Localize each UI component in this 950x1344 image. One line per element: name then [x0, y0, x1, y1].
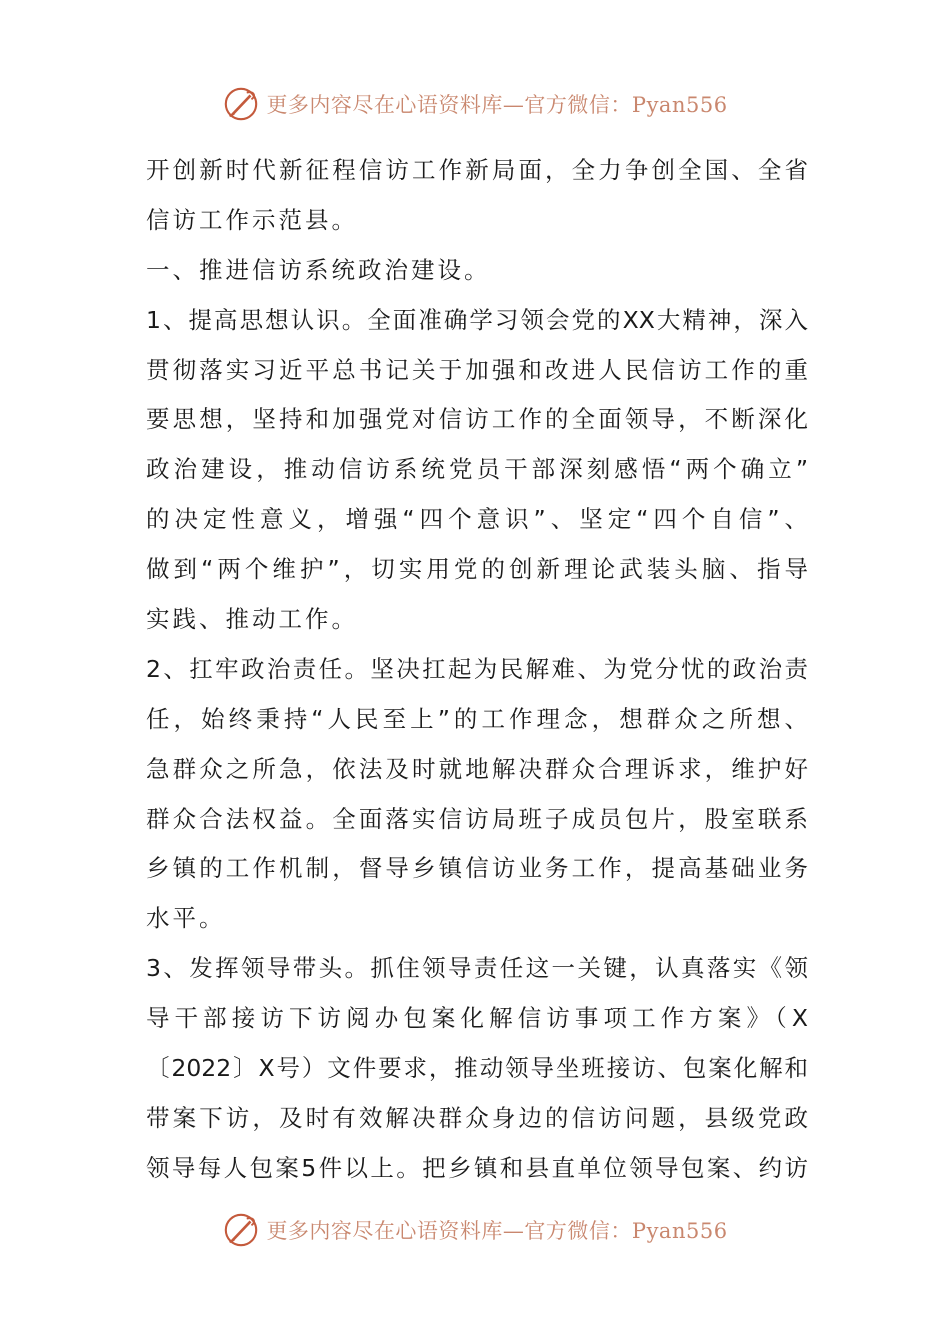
text-line: 3、发挥领导带头。抓住领导责任这一关键，认真落实《领 [146, 954, 808, 983]
text-line: 实践、推动工作。 [146, 605, 358, 634]
text-line: 做到“两个维护”，切实用党的创新理论武装头脑、指导 [146, 555, 808, 584]
text-line: 2、扛牢政治责任。坚决扛起为民解难、为党分忧的政治责 [146, 654, 808, 683]
text-line: 群众合法权益。全面落实信访局班子成员包片，股室联系 [146, 804, 808, 833]
text-line: 开创新时代新征程信访工作新局面，全力争创全国、全省 [146, 156, 808, 184]
quill-pen-icon [222, 85, 260, 123]
text-line: 急群众之所急，依法及时就地解决群众合理诉求，维护好 [146, 754, 808, 783]
text-line: 领导每人包案5件以上。把乡镇和县直单位领导包案、约访 [146, 1153, 808, 1182]
text-line: 要思想，坚持和加强党对信访工作的全面领导，不断深化 [146, 405, 808, 434]
section-heading: 一、推进信访系统政治建设。 [146, 255, 491, 284]
text-line: 乡镇的工作机制，督导乡镇信访业务工作，提高基础业务 [146, 854, 808, 883]
text-line: 贯彻落实习近平总书记关于加强和改进人民信访工作的重 [146, 355, 808, 384]
document-body [146, 146, 808, 1194]
footer-watermark [0, 1210, 950, 1250]
text-line: 1、提高思想认识。全面准确学习领会党的XX大精神，深入 [146, 305, 808, 334]
text-line: 水平。 [146, 904, 226, 933]
text-line: 信访工作示范县。 [146, 205, 358, 234]
text-line: 任，始终秉持“人民至上”的工作理念，想群众之所想、 [146, 704, 808, 733]
header-watermark [0, 84, 950, 124]
text-line: 的决定性意义，增强“四个意识”、坚定“四个自信”、 [146, 505, 808, 534]
text-line: 〔2022〕X号）文件要求，推动领导坐班接访、包案化解和 [146, 1054, 808, 1083]
text-line: 导干部接访下访阅办包案化解信访事项工作方案》（X [146, 1004, 808, 1033]
quill-pen-icon [222, 1211, 260, 1249]
watermark-text: 更多内容尽在心语资料库—官方微信：Pyan556 [266, 93, 728, 117]
text-line: 带案下访，及时有效解决群众身边的信访问题，县级党政 [146, 1103, 808, 1132]
watermark-text: 更多内容尽在心语资料库—官方微信：Pyan556 [266, 1219, 728, 1243]
text-line: 政治建设，推动信访系统党员干部深刻感悟“两个确立” [146, 455, 808, 484]
